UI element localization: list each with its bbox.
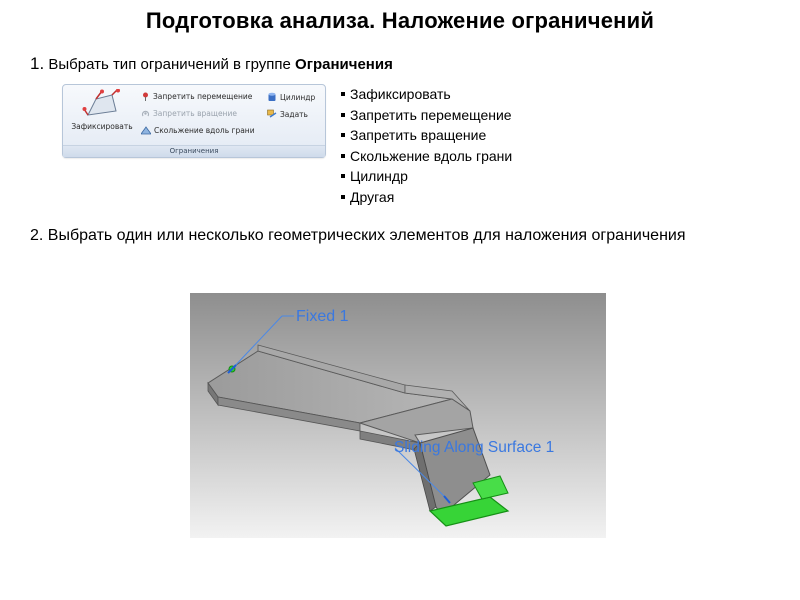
ribbon-group-label: Ограничения: [63, 145, 325, 157]
step-1-text: Выбрать тип ограничений в группе: [44, 56, 296, 73]
step-2-instruction: 2. Выбрать один или несколько геометрических элементов для наложения ограничения: [30, 227, 686, 244]
define-constraint-icon: [267, 109, 277, 119]
step-1-group-name: Ограничения: [295, 56, 393, 73]
bullet-icon: [341, 195, 345, 199]
bullet-icon: [341, 154, 345, 158]
list-item: [341, 146, 512, 167]
prevent-translation-button[interactable]: [141, 92, 252, 101]
list-item: [341, 187, 512, 208]
pin-icon: [141, 92, 150, 101]
bullet-icon: [341, 113, 345, 117]
cylinder-icon: [267, 92, 277, 102]
step-1-instruction: [30, 54, 393, 74]
define-label: Задать: [280, 109, 308, 119]
cylinder-button[interactable]: [267, 92, 315, 102]
slide-along-face-button[interactable]: [141, 126, 255, 135]
slide-surface-icon: [141, 126, 151, 135]
bullet-icon: [341, 174, 345, 178]
prevent-rotation-label: Запретить вращение: [153, 109, 237, 118]
sliding-constraint-label: Sliding Along Surface 1: [394, 439, 555, 456]
list-item-text: Другая: [350, 188, 395, 205]
list-item-text: Скольжение вдоль грани: [350, 147, 513, 164]
fix-constraint-label: Зафиксировать: [71, 122, 133, 131]
list-item: [341, 166, 512, 187]
cylinder-label: Цилиндр: [280, 92, 316, 102]
list-item-text: Запретить перемещение: [350, 106, 512, 123]
fix-constraint-button[interactable]: [67, 89, 137, 141]
rotation-lock-icon: [141, 109, 150, 118]
fixed-constraint-label: Fixed 1: [296, 308, 349, 325]
page-title: Подготовка анализа. Наложение ограничений: [145, 8, 655, 33]
bullet-icon: [341, 133, 345, 137]
step-1-number: 1.: [30, 54, 45, 73]
slide-along-face-label: Скольжение вдоль грани: [154, 126, 255, 135]
list-item-text: Цилиндр: [350, 168, 408, 184]
define-button[interactable]: [267, 109, 308, 119]
prevent-rotation-button[interactable]: [141, 109, 237, 118]
list-item: [341, 125, 512, 146]
list-item-text: Зафиксировать: [350, 86, 451, 102]
list-item: [341, 84, 512, 105]
constraint-types-list: [341, 84, 512, 207]
prevent-translation-label: Запретить перемещение: [153, 92, 253, 101]
list-item-text: Запретить вращение: [350, 127, 487, 143]
bullet-icon: [341, 92, 345, 96]
constraints-ribbon-group: [62, 84, 326, 158]
model-viewport[interactable]: [190, 293, 606, 538]
fix-constraint-icon: [82, 89, 122, 119]
list-item: [341, 105, 512, 126]
bent-channel-model: [190, 293, 606, 538]
